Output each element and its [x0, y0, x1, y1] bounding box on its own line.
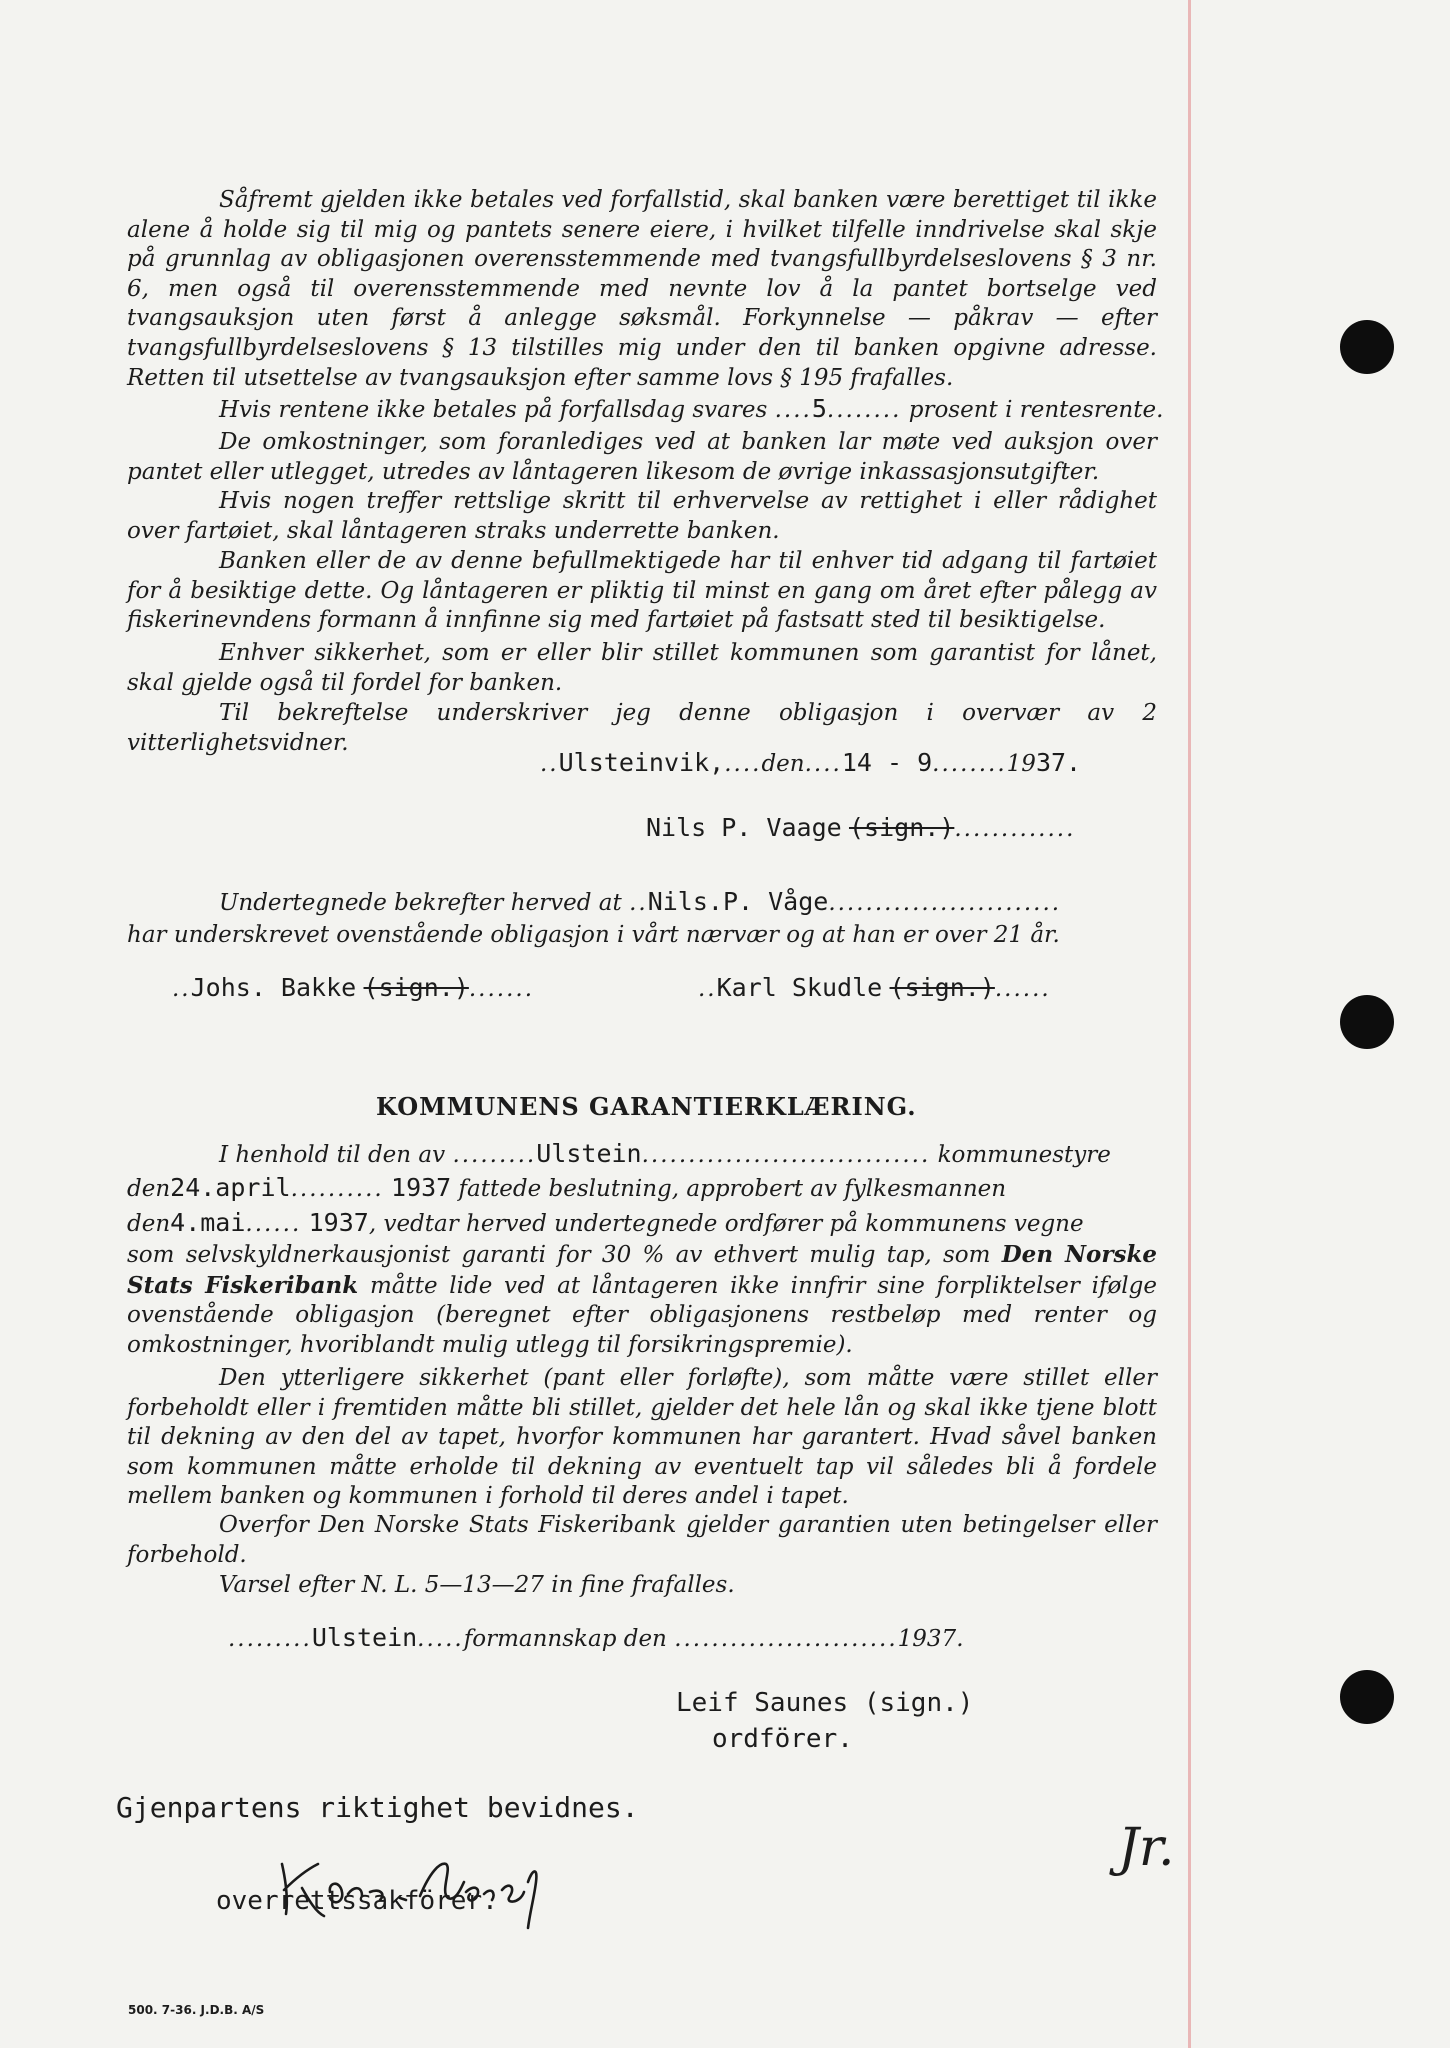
costs-paragraph: De omkostninger, som foranlediges ved at banken lar møte ved auksjon over pantet eller utlegget, utredes av låntageren likesom de øvrige inkassasjonsutgifter.	[127, 429, 1157, 485]
forfall-paragraph: Såfremt gjelden ikke betales ved forfallstid, skal banken være berettiget til ikke alene å holde sig til mig og pantets senere eiere, i hvilket tilfelle inndrivelse skal skje på grunnlag av obligasjonen overensstemmende med tvangsfullbyrdelseslovens § 3 nr. 6, men også til overensstemmende med nevnte lov å la pantet bortselge ved tvangsauksjon uten først å anlegge søksmål. Forkynnelse — påkrav — efter tvangsfullbyrdelseslovens § 13 tilstilles mig under den til banken opgivne adresse. Retten til utsettelse av tvangsauksjon efter samme lovs § 195 frafalles.	[127, 187, 1157, 391]
guarantee-heading: KOMMUNENS GARANTIERKLÆRING.	[376, 1092, 917, 1121]
municipality: Ulstein	[536, 1139, 642, 1168]
confirmation-paragraph: Til bekreftelse underskriver jeg denne obligasjon i overvær av 2 vitterlighetsvidner.	[127, 700, 1157, 756]
mayor-title: ordförer.	[712, 1724, 853, 1754]
guarantee-line-1: I henhold til den av .........Ulstein............................... kommunestyre	[219, 1139, 1111, 1168]
witness1-line: ..Johs. Bakke (sign.).......	[172, 973, 535, 1002]
certification-text: Gjenpartens riktighet bevidnes.	[116, 1791, 639, 1824]
security-paragraph: Enhver sikkerhet, som er eller blir stillet kommunen som garantist for lånet, skal gjelde også til fordel for banken.	[127, 640, 1157, 696]
date: 14 - 9	[841, 748, 933, 777]
decision-date: 24.april	[170, 1173, 291, 1202]
guarantee-body: som selvskyldnerkausjonist garanti for 30 % av ethvert mulig tap, som Den Norske Stats Fiskeribank måtte lide ved at låntageren ikke innfrir sine forpliktelser ifølge ovenstående obligasjon (beregnet efter obligasjonens restbeløp med renter og omkostninger, hvoriblandt mulig utlegg til forsikringspremie).	[127, 1241, 1158, 1358]
formannskap-line: .........Ulstein.....formannskap den ........................1937.	[228, 1623, 964, 1652]
guarantee-paragraph-2: Den ytterligere sikkerhet (pant eller forløfte), som måtte være stillet eller forbeholdt eller i fremtiden måtte bli stillet, gjelder det hele lån og skal ikke tjene blott til dekning av den del av tapet, hvorfor kommunen har garantert. Hvad såvel banken som kommunen måtte erholde til dekning av eventuelt tap vil således bli å fordele mellem banken og kommunen i forhold til deres andel i tapet.	[127, 1365, 1157, 1510]
guarantee-paragraph-4: Varsel efter N. L. 5—13—27 in fine frafalles.	[219, 1572, 735, 1598]
decision-year: 1937	[391, 1173, 452, 1202]
punch-hole	[1340, 995, 1394, 1049]
inspection-paragraph: Banken eller de av denne befullmektigede har til enhver tid adgang til fartøiet for å besiktige dette. Og låntageren er pliktig til minst en gang om året efter pålegg av fiskerinevndens formann å innfinne sig med fartøiet på fastsatt sted til besiktigelse.	[127, 548, 1157, 634]
signer-name: Nils P. Vaage	[646, 813, 842, 842]
mayor-signature: Leif Saunes (sign.)	[676, 1688, 974, 1718]
witness2-line: ..Karl Skudle (sign.)......	[698, 973, 1051, 1002]
witness2-name: Karl Skudle	[716, 973, 883, 1002]
place-date-line: ..Ulsteinvik,....den....14 - 9........1937.	[540, 748, 1082, 777]
guarantee-paragraph-3: Overfor Den Norske Stats Fiskeribank gjelder garantien uten betingelser eller forbehold.	[127, 1512, 1157, 1568]
interest-line: Hvis rentene ikke betales på forfallsdag svares ....5........ prosent i rentesrente.	[219, 394, 1164, 423]
rights-paragraph: Hvis nogen treffer rettslige skritt til erhvervelse av rettighet i eller rådighet over fartøiet, skal låntageren straks underrette banken.	[127, 488, 1157, 544]
witness1-name: Johs. Bakke	[190, 973, 357, 1002]
confirm-name: Nils.P. Våge	[647, 887, 829, 916]
punch-hole	[1340, 320, 1394, 374]
interest-value: 5	[811, 394, 827, 423]
initials: Jr.	[1118, 1818, 1175, 1878]
sign-mark: (sign.)	[848, 813, 955, 842]
punch-hole	[1340, 1670, 1394, 1724]
witness-confirm-line: Undertegnede bekrefter herved at ..Nils.P. Våge.........................	[219, 887, 1062, 916]
approval-date: 4.mai	[170, 1208, 246, 1237]
place: Ulsteinvik,	[558, 748, 725, 777]
approval-year: 1937	[308, 1208, 369, 1237]
formannskap-place: Ulstein	[311, 1623, 418, 1652]
witness-statement: har underskrevet ovenstående obligasjon i vårt nærvær og at han er over 21 år.	[127, 922, 1060, 948]
signature-line: Nils P. Vaage (sign.).............	[646, 813, 1076, 842]
guarantee-line-3: den4.mai...... 1937, vedtar herved undertegnede ordfører på kommunens vegne	[127, 1208, 1084, 1237]
margin-rule	[1188, 0, 1191, 2048]
printer-mark: 500. 7-36. J.D.B. A/S	[128, 2003, 265, 2017]
guarantee-line-2: den24.april.......... 1937 fattede beslutning, approbert av fylkesmannen	[127, 1173, 1007, 1202]
certifier-title: overrettssakförer.	[216, 1886, 498, 1916]
